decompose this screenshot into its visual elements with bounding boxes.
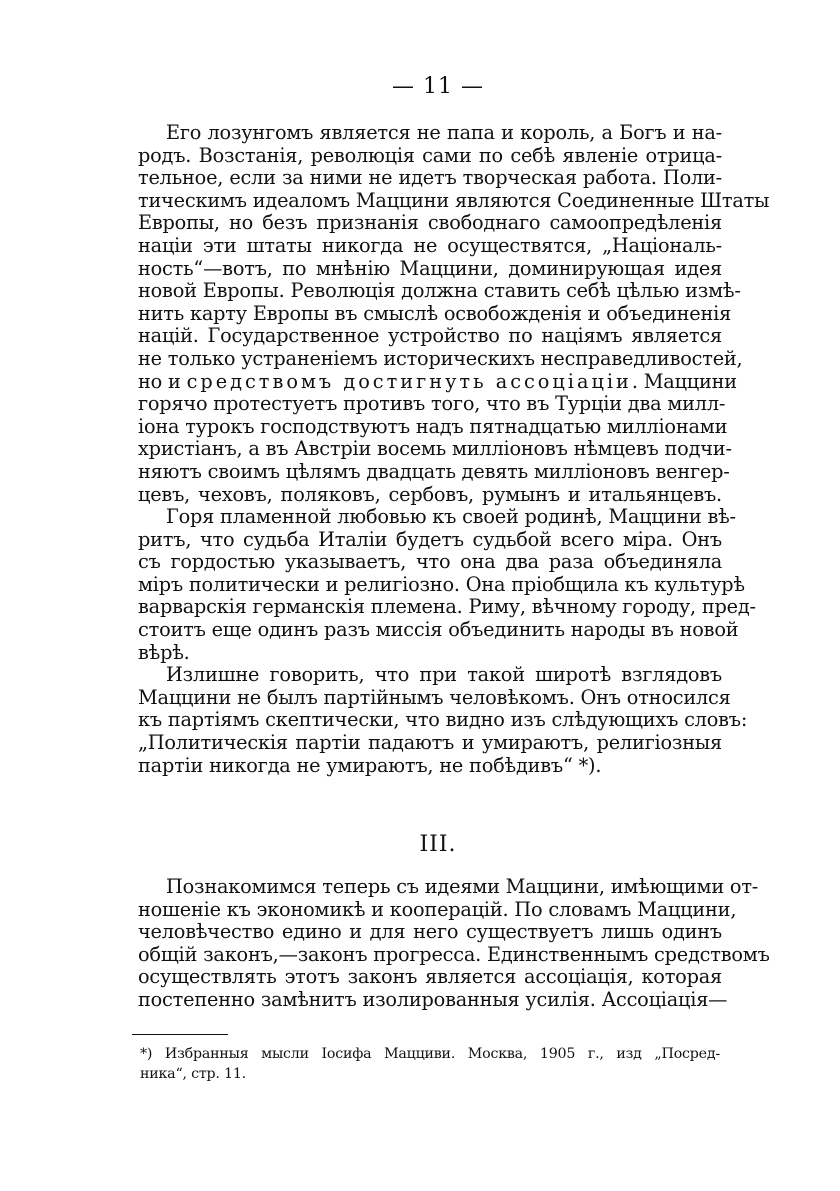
text-line: іона турокъ господствуютъ надъ пятнадцатью милліонами	[138, 414, 728, 438]
text-block-section	[138, 875, 770, 1012]
text-segment: . Маццини	[631, 369, 737, 393]
text-line: цевъ, чеховъ, поляковъ, сербовъ, румынъ и итальянцевъ.	[138, 482, 722, 506]
text-line: постепенно замѣнитъ изолированныя усилія. Ассоціація—	[138, 987, 728, 1011]
text-line: родъ. Возстанія, революція сами по себѣ явленіе отрица-	[138, 143, 722, 167]
text-segment: но и	[138, 369, 187, 393]
text-line: ношеніе къ экономикѣ и кооперацій. По словамъ Маццини,	[138, 897, 737, 921]
text-line: общій законъ,—законъ прогресса. Единственнымъ средствомъ	[138, 942, 770, 966]
section-heading: III.	[419, 832, 457, 857]
text-line: къ партіямъ скептически, что видно изъ слѣдующихъ словъ:	[138, 708, 748, 732]
text-line: Познакомимся теперь съ идеями Маццини, имѣющими от-	[166, 875, 759, 898]
text-line: Горя пламенной любовью къ своей родинѣ, Маццини вѣ-	[166, 505, 736, 529]
footnote-line: *) Избранныя мысли Іосифа Мацциви. Москва, 1905 г., изд „Посред-	[140, 1046, 720, 1062]
text-line: ность“—вотъ, по мнѣнію Маццини, доминирующая идея	[138, 256, 722, 280]
footnote-line: ника“, стр. 11.	[140, 1065, 246, 1082]
footnote-divider	[132, 1034, 228, 1035]
text-line: тическимъ идеаломъ Маццини являются Соединенные Штаты	[138, 188, 770, 212]
text-line: вѣрѣ.	[138, 640, 190, 664]
text-line: съ гордостью указываетъ, что она два раза объединяла	[138, 550, 722, 574]
text-line: ритъ, что судьба Италіи будетъ судьбой всего міра. Онъ	[138, 527, 722, 551]
text-line: новой Европы. Революція должна ставить себѣ цѣлью измѣ-	[138, 279, 741, 303]
text-line: Европы, но безъ признанія свободнаго самоопредѣленія	[138, 211, 722, 235]
text-line: горячо протестуетъ противъ того, что въ Турціи два милл-	[138, 392, 726, 416]
text-line: „Политическія партіи падаютъ и умираютъ, религіозныя	[138, 731, 722, 755]
text-line: міръ политически и религіозно. Она пріобщила къ культурѣ	[138, 572, 745, 596]
text-line-emphasis	[138, 369, 737, 394]
text-line: няютъ своимъ цѣлямъ двадцать девять милліоновъ венгер-	[138, 459, 730, 483]
spaced-emphasis: средствомъ достигнуть ассоціаціи	[186, 369, 632, 393]
text-line: Маццини не былъ партійнымъ человѣкомъ. Онъ относился	[138, 685, 731, 709]
page-number: — 11 —	[392, 74, 484, 99]
text-line: христіанъ, а въ Австріи восемь милліоновъ нѣмцевъ подчи-	[138, 437, 732, 461]
footnote	[140, 1045, 720, 1084]
text-line: осуществлять этотъ законъ является ассоціація, которая	[138, 965, 722, 989]
text-block-main	[138, 121, 770, 777]
text-line: нить карту Европы въ смыслѣ освобожденія и объединенія	[138, 301, 732, 325]
text-line: человѣчество едино и для него существуетъ лишь одинъ	[138, 920, 722, 944]
text-line: націй. Государственное устройство по націямъ является	[138, 324, 722, 348]
text-line: Излишне говорить, что при такой широтѣ взглядовъ	[166, 663, 722, 687]
text-line: стоитъ еще одинъ разъ миссія объединить народы въ новой	[138, 618, 739, 642]
text-line: тельное, если за ними не идетъ творческая работа. Поли-	[138, 166, 722, 190]
text-line: Его лозунгомъ является не папа и король, а Богъ и на-	[166, 121, 722, 144]
text-line: не только устраненіемъ историческихъ несправедливостей,	[138, 346, 743, 370]
text-line: варварскія германскія племена. Риму, вѣчному городу, пред-	[138, 595, 756, 619]
text-line: партіи никогда не умираютъ, не побѣдивъ“ *).	[138, 753, 602, 777]
text-line: націи эти штаты никогда не осуществятся, „Національ-	[138, 233, 722, 257]
